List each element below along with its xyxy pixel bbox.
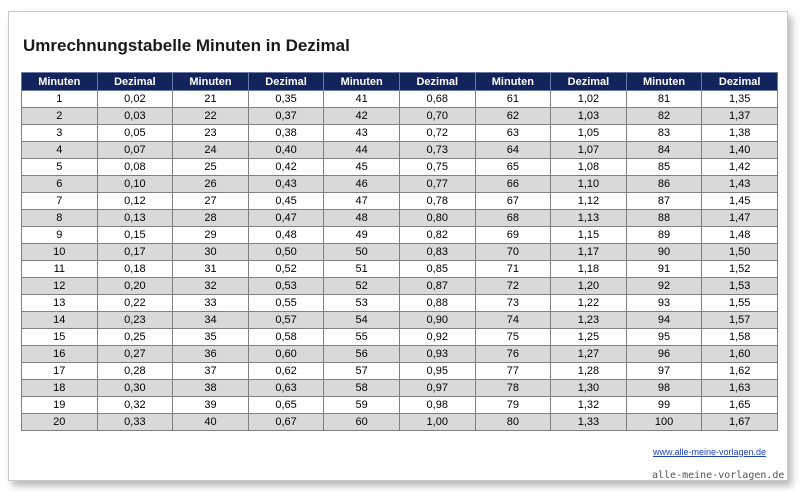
watermark-text: alle-meine-vorlagen.de	[652, 470, 785, 481]
table-row	[22, 363, 778, 380]
cell-minuten: 46	[324, 176, 400, 193]
cell-minuten: 41	[324, 91, 400, 108]
cell-minuten: 79	[475, 397, 551, 414]
table-row	[22, 346, 778, 363]
cell-dezimal: 1,23	[551, 312, 627, 329]
table-row	[22, 193, 778, 210]
cell-dezimal: 1,17	[551, 244, 627, 261]
header-minuten: Minuten	[626, 73, 702, 91]
cell-dezimal: 0,43	[248, 176, 324, 193]
cell-minuten: 70	[475, 244, 551, 261]
cell-minuten: 14	[22, 312, 98, 329]
cell-dezimal: 0,68	[399, 91, 475, 108]
cell-dezimal: 1,62	[702, 363, 778, 380]
cell-dezimal: 0,67	[248, 414, 324, 431]
table-row	[22, 261, 778, 278]
table-row	[22, 91, 778, 108]
cell-dezimal: 0,20	[97, 278, 173, 295]
cell-minuten: 49	[324, 227, 400, 244]
cell-minuten: 6	[22, 176, 98, 193]
cell-minuten: 60	[324, 414, 400, 431]
cell-minuten: 98	[626, 380, 702, 397]
table-row	[22, 108, 778, 125]
cell-minuten: 15	[22, 329, 98, 346]
table-row	[22, 397, 778, 414]
cell-minuten: 75	[475, 329, 551, 346]
cell-dezimal: 1,40	[702, 142, 778, 159]
cell-minuten: 26	[173, 176, 249, 193]
cell-dezimal: 0,47	[248, 210, 324, 227]
cell-dezimal: 0,63	[248, 380, 324, 397]
table-header-row	[22, 73, 778, 91]
cell-minuten: 67	[475, 193, 551, 210]
cell-dezimal: 0,12	[97, 193, 173, 210]
cell-minuten: 55	[324, 329, 400, 346]
table-row	[22, 210, 778, 227]
cell-dezimal: 0,83	[399, 244, 475, 261]
cell-minuten: 71	[475, 261, 551, 278]
cell-dezimal: 0,97	[399, 380, 475, 397]
cell-dezimal: 0,40	[248, 142, 324, 159]
header-minuten: Minuten	[173, 73, 249, 91]
cell-minuten: 47	[324, 193, 400, 210]
cell-minuten: 4	[22, 142, 98, 159]
cell-dezimal: 1,42	[702, 159, 778, 176]
cell-dezimal: 0,87	[399, 278, 475, 295]
cell-minuten: 57	[324, 363, 400, 380]
cell-dezimal: 0,92	[399, 329, 475, 346]
cell-minuten: 77	[475, 363, 551, 380]
cell-minuten: 53	[324, 295, 400, 312]
cell-dezimal: 1,25	[551, 329, 627, 346]
cell-minuten: 81	[626, 91, 702, 108]
cell-minuten: 73	[475, 295, 551, 312]
table-row	[22, 227, 778, 244]
cell-minuten: 56	[324, 346, 400, 363]
cell-minuten: 99	[626, 397, 702, 414]
cell-dezimal: 1,58	[702, 329, 778, 346]
cell-dezimal: 1,33	[551, 414, 627, 431]
cell-minuten: 43	[324, 125, 400, 142]
conversion-table	[21, 72, 778, 431]
cell-minuten: 38	[173, 380, 249, 397]
cell-dezimal: 0,77	[399, 176, 475, 193]
website-link[interactable]: www.alle-meine-vorlagen.de	[653, 447, 767, 457]
cell-dezimal: 1,63	[702, 380, 778, 397]
cell-dezimal: 0,22	[97, 295, 173, 312]
cell-dezimal: 0,73	[399, 142, 475, 159]
cell-minuten: 13	[22, 295, 98, 312]
table-row	[22, 312, 778, 329]
cell-minuten: 34	[173, 312, 249, 329]
cell-minuten: 1	[22, 91, 98, 108]
cell-minuten: 88	[626, 210, 702, 227]
cell-dezimal: 0,33	[97, 414, 173, 431]
cell-minuten: 42	[324, 108, 400, 125]
header-dezimal: Dezimal	[399, 73, 475, 91]
cell-minuten: 50	[324, 244, 400, 261]
cell-minuten: 10	[22, 244, 98, 261]
cell-dezimal: 0,62	[248, 363, 324, 380]
cell-minuten: 33	[173, 295, 249, 312]
cell-minuten: 82	[626, 108, 702, 125]
cell-dezimal: 1,52	[702, 261, 778, 278]
cell-dezimal: 0,48	[248, 227, 324, 244]
cell-minuten: 78	[475, 380, 551, 397]
cell-minuten: 29	[173, 227, 249, 244]
header-minuten: Minuten	[324, 73, 400, 91]
cell-dezimal: 0,25	[97, 329, 173, 346]
cell-dezimal: 0,78	[399, 193, 475, 210]
cell-dezimal: 1,02	[551, 91, 627, 108]
cell-minuten: 100	[626, 414, 702, 431]
cell-minuten: 74	[475, 312, 551, 329]
cell-dezimal: 1,03	[551, 108, 627, 125]
cell-dezimal: 0,02	[97, 91, 173, 108]
cell-dezimal: 0,57	[248, 312, 324, 329]
cell-minuten: 8	[22, 210, 98, 227]
cell-dezimal: 1,28	[551, 363, 627, 380]
table-row	[22, 125, 778, 142]
page-title: Umrechnungstabelle Minuten in Dezimal	[23, 36, 350, 55]
cell-minuten: 32	[173, 278, 249, 295]
cell-dezimal: 1,20	[551, 278, 627, 295]
cell-minuten: 54	[324, 312, 400, 329]
header-minuten: Minuten	[475, 73, 551, 91]
cell-dezimal: 0,88	[399, 295, 475, 312]
cell-minuten: 51	[324, 261, 400, 278]
cell-dezimal: 0,58	[248, 329, 324, 346]
cell-dezimal: 0,90	[399, 312, 475, 329]
cell-dezimal: 1,08	[551, 159, 627, 176]
cell-minuten: 92	[626, 278, 702, 295]
cell-minuten: 89	[626, 227, 702, 244]
cell-minuten: 18	[22, 380, 98, 397]
cell-dezimal: 1,38	[702, 125, 778, 142]
cell-minuten: 97	[626, 363, 702, 380]
cell-dezimal: 0,98	[399, 397, 475, 414]
header-minuten: Minuten	[22, 73, 98, 91]
cell-minuten: 63	[475, 125, 551, 142]
cell-dezimal: 1,45	[702, 193, 778, 210]
header-dezimal: Dezimal	[97, 73, 173, 91]
cell-minuten: 93	[626, 295, 702, 312]
table-row	[22, 278, 778, 295]
cell-minuten: 3	[22, 125, 98, 142]
cell-dezimal: 0,27	[97, 346, 173, 363]
cell-dezimal: 1,55	[702, 295, 778, 312]
cell-minuten: 25	[173, 159, 249, 176]
cell-minuten: 59	[324, 397, 400, 414]
cell-minuten: 62	[475, 108, 551, 125]
cell-minuten: 65	[475, 159, 551, 176]
header-dezimal: Dezimal	[551, 73, 627, 91]
cell-minuten: 5	[22, 159, 98, 176]
cell-minuten: 36	[173, 346, 249, 363]
cell-dezimal: 1,15	[551, 227, 627, 244]
cell-minuten: 35	[173, 329, 249, 346]
cell-dezimal: 0,38	[248, 125, 324, 142]
cell-minuten: 44	[324, 142, 400, 159]
cell-minuten: 66	[475, 176, 551, 193]
cell-dezimal: 1,48	[702, 227, 778, 244]
cell-minuten: 48	[324, 210, 400, 227]
table-row	[22, 414, 778, 431]
cell-dezimal: 0,35	[248, 91, 324, 108]
cell-dezimal: 0,72	[399, 125, 475, 142]
cell-minuten: 39	[173, 397, 249, 414]
cell-dezimal: 0,28	[97, 363, 173, 380]
table-row	[22, 380, 778, 397]
cell-dezimal: 0,93	[399, 346, 475, 363]
cell-minuten: 64	[475, 142, 551, 159]
cell-dezimal: 0,85	[399, 261, 475, 278]
cell-minuten: 76	[475, 346, 551, 363]
cell-dezimal: 0,52	[248, 261, 324, 278]
cell-dezimal: 1,67	[702, 414, 778, 431]
cell-dezimal: 0,65	[248, 397, 324, 414]
cell-dezimal: 0,32	[97, 397, 173, 414]
cell-dezimal: 1,13	[551, 210, 627, 227]
cell-minuten: 21	[173, 91, 249, 108]
table-row	[22, 295, 778, 312]
cell-dezimal: 0,07	[97, 142, 173, 159]
cell-dezimal: 0,37	[248, 108, 324, 125]
cell-dezimal: 0,95	[399, 363, 475, 380]
cell-minuten: 40	[173, 414, 249, 431]
cell-dezimal: 1,65	[702, 397, 778, 414]
cell-dezimal: 0,18	[97, 261, 173, 278]
cell-dezimal: 0,10	[97, 176, 173, 193]
cell-dezimal: 1,00	[399, 414, 475, 431]
cell-minuten: 87	[626, 193, 702, 210]
cell-minuten: 90	[626, 244, 702, 261]
cell-dezimal: 1,18	[551, 261, 627, 278]
cell-minuten: 24	[173, 142, 249, 159]
cell-minuten: 69	[475, 227, 551, 244]
table-row	[22, 159, 778, 176]
cell-dezimal: 0,45	[248, 193, 324, 210]
cell-dezimal: 1,53	[702, 278, 778, 295]
cell-minuten: 96	[626, 346, 702, 363]
cell-minuten: 7	[22, 193, 98, 210]
cell-dezimal: 0,75	[399, 159, 475, 176]
cell-dezimal: 1,07	[551, 142, 627, 159]
cell-minuten: 16	[22, 346, 98, 363]
cell-dezimal: 0,42	[248, 159, 324, 176]
cell-minuten: 72	[475, 278, 551, 295]
cell-minuten: 23	[173, 125, 249, 142]
cell-dezimal: 0,13	[97, 210, 173, 227]
cell-dezimal: 0,03	[97, 108, 173, 125]
cell-dezimal: 1,27	[551, 346, 627, 363]
cell-minuten: 86	[626, 176, 702, 193]
cell-dezimal: 1,60	[702, 346, 778, 363]
cell-minuten: 28	[173, 210, 249, 227]
cell-minuten: 19	[22, 397, 98, 414]
cell-minuten: 61	[475, 91, 551, 108]
header-dezimal: Dezimal	[702, 73, 778, 91]
cell-minuten: 20	[22, 414, 98, 431]
cell-dezimal: 0,08	[97, 159, 173, 176]
cell-dezimal: 1,32	[551, 397, 627, 414]
cell-minuten: 84	[626, 142, 702, 159]
cell-minuten: 85	[626, 159, 702, 176]
cell-dezimal: 1,22	[551, 295, 627, 312]
table-body	[22, 91, 778, 431]
cell-dezimal: 0,60	[248, 346, 324, 363]
cell-minuten: 2	[22, 108, 98, 125]
worksheet	[8, 11, 788, 481]
cell-dezimal: 1,47	[702, 210, 778, 227]
cell-minuten: 58	[324, 380, 400, 397]
cell-dezimal: 0,70	[399, 108, 475, 125]
cell-minuten: 91	[626, 261, 702, 278]
cell-minuten: 22	[173, 108, 249, 125]
cell-dezimal: 0,23	[97, 312, 173, 329]
cell-minuten: 9	[22, 227, 98, 244]
cell-minuten: 17	[22, 363, 98, 380]
cell-dezimal: 1,12	[551, 193, 627, 210]
cell-dezimal: 1,05	[551, 125, 627, 142]
cell-dezimal: 1,10	[551, 176, 627, 193]
cell-dezimal: 1,35	[702, 91, 778, 108]
table-row	[22, 142, 778, 159]
cell-dezimal: 0,82	[399, 227, 475, 244]
cell-dezimal: 1,57	[702, 312, 778, 329]
cell-dezimal: 1,30	[551, 380, 627, 397]
cell-dezimal: 1,50	[702, 244, 778, 261]
cell-minuten: 52	[324, 278, 400, 295]
table-row	[22, 329, 778, 346]
cell-minuten: 31	[173, 261, 249, 278]
cell-minuten: 80	[475, 414, 551, 431]
header-dezimal: Dezimal	[248, 73, 324, 91]
cell-dezimal: 1,37	[702, 108, 778, 125]
cell-minuten: 95	[626, 329, 702, 346]
cell-minuten: 68	[475, 210, 551, 227]
cell-minuten: 12	[22, 278, 98, 295]
cell-dezimal: 0,55	[248, 295, 324, 312]
cell-minuten: 30	[173, 244, 249, 261]
cell-dezimal: 0,15	[97, 227, 173, 244]
cell-dezimal: 0,05	[97, 125, 173, 142]
cell-dezimal: 0,80	[399, 210, 475, 227]
cell-minuten: 94	[626, 312, 702, 329]
cell-minuten: 27	[173, 193, 249, 210]
cell-minuten: 37	[173, 363, 249, 380]
cell-minuten: 11	[22, 261, 98, 278]
table-row	[22, 244, 778, 261]
cell-minuten: 45	[324, 159, 400, 176]
cell-dezimal: 1,43	[702, 176, 778, 193]
table-row	[22, 176, 778, 193]
cell-dezimal: 0,50	[248, 244, 324, 261]
cell-dezimal: 0,53	[248, 278, 324, 295]
cell-dezimal: 0,17	[97, 244, 173, 261]
cell-dezimal: 0,30	[97, 380, 173, 397]
cell-minuten: 83	[626, 125, 702, 142]
